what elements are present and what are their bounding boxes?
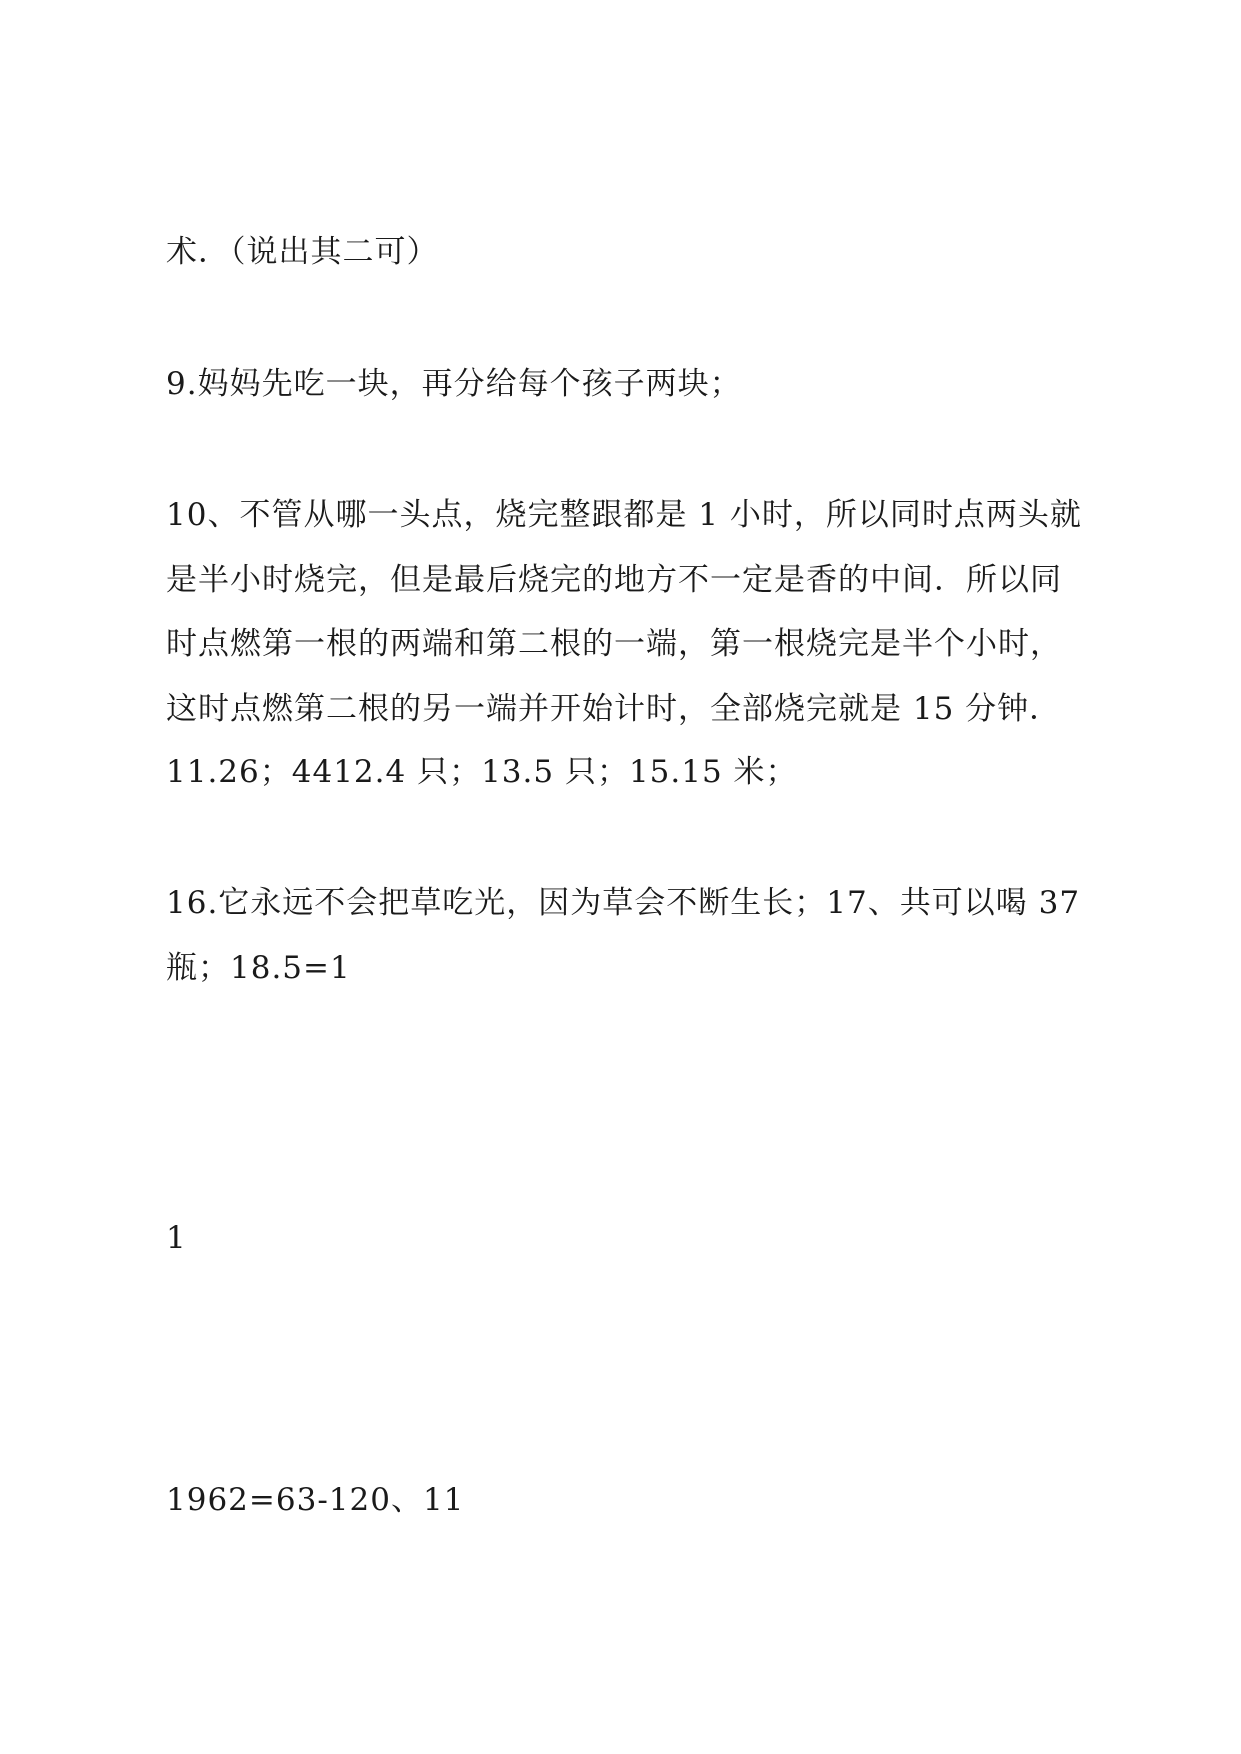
text-line: 1962=63-120、11 [166,1482,465,1518]
text-line: 11.26；4412.4 只；13.5 只；15.15 米； [166,754,798,790]
text-line: 9.妈妈先吃一块，再分给每个孩子两块； [166,366,742,402]
text-line: 时点燃第一根的两端和第二根的一端，第一根烧完是半个小时， [166,626,1062,662]
text-line: 瓶；18.5=1 [166,950,351,986]
text-line: 1 [166,1220,187,1256]
text-line: 这时点燃第二根的另一端并开始计时，全部烧完就是 15 分钟． [166,691,1062,727]
text-line: 术．（说出其二可） [166,234,439,270]
text-line: 16.它永远不会把草吃光，因为草会不断生长；17、共可以喝 37 [166,885,1081,921]
text-line: 是半小时烧完，但是最后烧完的地方不一定是香的中间．所以同 [166,562,1062,598]
text-line: 10、不管从哪一头点，烧完整跟都是 1 小时，所以同时点两头就 [166,497,1082,533]
